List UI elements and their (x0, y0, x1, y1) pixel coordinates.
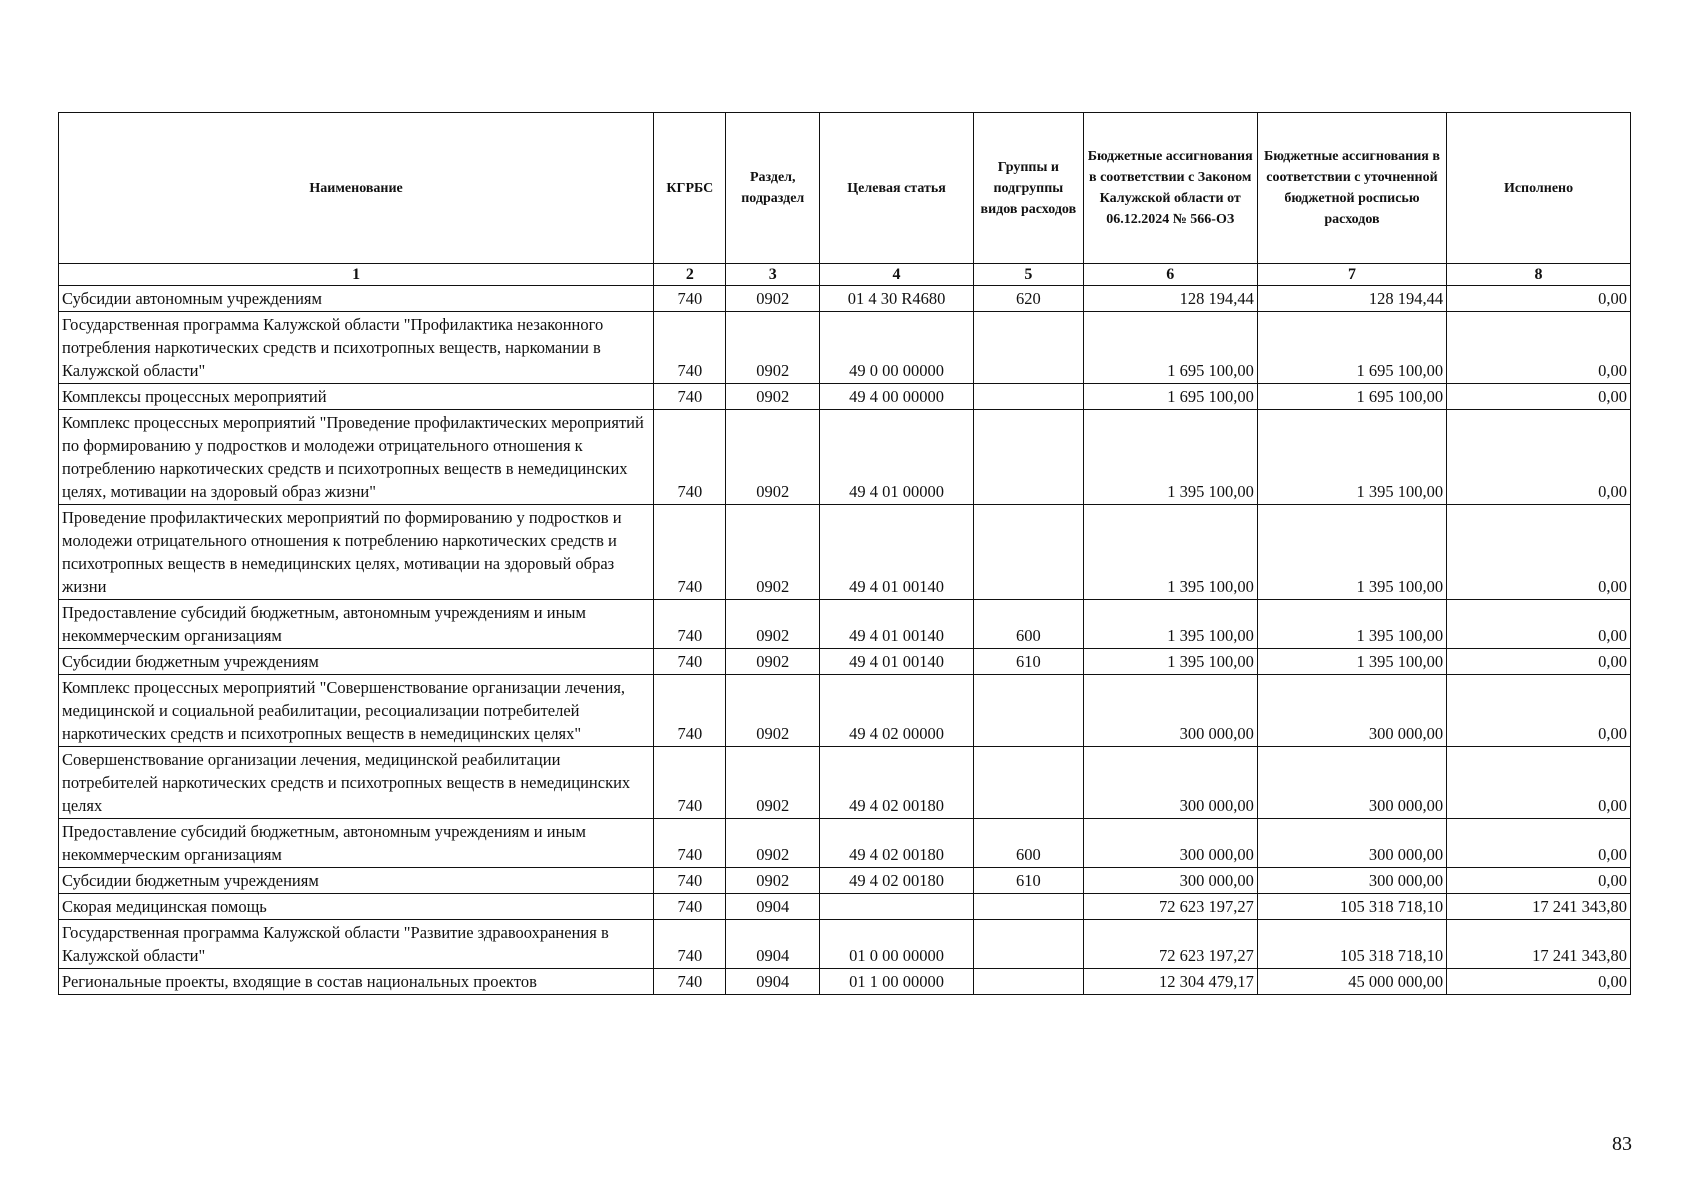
table-row (59, 675, 1631, 747)
row-name: Предоставление субсидий бюджетным, автономным учреждениям и иным некоммерческим организациям (59, 819, 654, 868)
row-name: Комплекс процессных мероприятий "Проведение профилактических мероприятий по формированию у подростков и молодежи отрицательного отношения к потреблению наркотических средств и психотропных веществ в немедицинских целях, мотивации на здоровый образ жизни" (59, 410, 654, 505)
header-executed: Исполнено (1447, 113, 1631, 264)
header-kgrbs: КГРБС (654, 113, 726, 264)
column-number: 7 (1257, 264, 1446, 286)
row-executed: 0,00 (1447, 505, 1631, 600)
budget-table (58, 112, 1631, 995)
row-executed: 0,00 (1447, 600, 1631, 649)
column-number: 1 (59, 264, 654, 286)
header-target: Целевая статья (820, 113, 974, 264)
table-row (59, 747, 1631, 819)
table-row (59, 920, 1631, 969)
row-section: 0904 (726, 894, 820, 920)
column-number: 6 (1083, 264, 1257, 286)
row-executed: 0,00 (1447, 675, 1631, 747)
row-kgrbs: 740 (654, 819, 726, 868)
row-kgrbs: 740 (654, 920, 726, 969)
row-target: 49 4 02 00180 (820, 868, 974, 894)
row-section: 0904 (726, 969, 820, 995)
row-law: 300 000,00 (1083, 747, 1257, 819)
header-groups: Группы и подгруппы видов расходов (974, 113, 1083, 264)
row-name: Субсидии автономным учреждениям (59, 286, 654, 312)
row-refined: 300 000,00 (1257, 868, 1446, 894)
row-section: 0902 (726, 410, 820, 505)
row-name: Государственная программа Калужской области "Профилактика незаконного потребления наркотических средств и психотропных веществ, наркомании в Калужской области" (59, 312, 654, 384)
header-law: Бюджетные ассигнования в соответствии с Законом Калужской области от 06.12.2024 № 566-ОЗ (1083, 113, 1257, 264)
row-law: 1 395 100,00 (1083, 600, 1257, 649)
row-name: Совершенствование организации лечения, медицинской реабилитации потребителей наркотических средств и психотропных веществ в немедицинских целях (59, 747, 654, 819)
table-row (59, 505, 1631, 600)
row-executed: 0,00 (1447, 384, 1631, 410)
row-kgrbs: 740 (654, 286, 726, 312)
table-row (59, 969, 1631, 995)
row-section: 0902 (726, 747, 820, 819)
row-kgrbs: 740 (654, 384, 726, 410)
row-section: 0902 (726, 312, 820, 384)
table-row (59, 868, 1631, 894)
row-kgrbs: 740 (654, 600, 726, 649)
row-group (974, 384, 1083, 410)
table-row (59, 410, 1631, 505)
table-row (59, 312, 1631, 384)
table-row (59, 384, 1631, 410)
row-section: 0902 (726, 675, 820, 747)
row-kgrbs: 740 (654, 675, 726, 747)
page-number: 83 (1612, 1133, 1632, 1155)
row-name: Проведение профилактических мероприятий по формированию у подростков и молодежи отрицательного отношения к потреблению наркотических средств и психотропных веществ в немедицинских целях, мотивации на здоровый образ жизни (59, 505, 654, 600)
row-refined: 45 000 000,00 (1257, 969, 1446, 995)
row-section: 0902 (726, 384, 820, 410)
row-executed: 0,00 (1447, 312, 1631, 384)
row-group (974, 312, 1083, 384)
row-refined: 105 318 718,10 (1257, 920, 1446, 969)
row-kgrbs: 740 (654, 969, 726, 995)
row-name: Государственная программа Калужской области "Развитие здравоохранения в Калужской области" (59, 920, 654, 969)
table-row (59, 819, 1631, 868)
row-law: 300 000,00 (1083, 819, 1257, 868)
row-group (974, 894, 1083, 920)
row-kgrbs: 740 (654, 312, 726, 384)
row-section: 0902 (726, 868, 820, 894)
row-law: 300 000,00 (1083, 868, 1257, 894)
row-name: Предоставление субсидий бюджетным, автономным учреждениям и иным некоммерческим организациям (59, 600, 654, 649)
row-group (974, 410, 1083, 505)
row-group (974, 675, 1083, 747)
row-section: 0902 (726, 819, 820, 868)
row-section: 0902 (726, 649, 820, 675)
budget-report (58, 112, 1631, 995)
row-target: 01 4 30 R4680 (820, 286, 974, 312)
row-section: 0902 (726, 286, 820, 312)
row-executed: 0,00 (1447, 649, 1631, 675)
row-group: 600 (974, 819, 1083, 868)
column-number: 8 (1447, 264, 1631, 286)
row-name: Скорая медицинская помощь (59, 894, 654, 920)
row-refined: 1 395 100,00 (1257, 505, 1446, 600)
table-row (59, 600, 1631, 649)
row-executed: 0,00 (1447, 969, 1631, 995)
row-name: Региональные проекты, входящие в состав национальных проектов (59, 969, 654, 995)
row-group (974, 747, 1083, 819)
row-target (820, 894, 974, 920)
row-law: 1 695 100,00 (1083, 312, 1257, 384)
row-section: 0904 (726, 920, 820, 969)
row-group: 610 (974, 649, 1083, 675)
row-executed: 0,00 (1447, 868, 1631, 894)
column-number-row (59, 264, 1631, 286)
row-refined: 1 395 100,00 (1257, 649, 1446, 675)
row-law: 300 000,00 (1083, 675, 1257, 747)
row-target: 01 1 00 00000 (820, 969, 974, 995)
row-refined: 1 695 100,00 (1257, 312, 1446, 384)
row-law: 128 194,44 (1083, 286, 1257, 312)
row-law: 1 395 100,00 (1083, 649, 1257, 675)
row-target: 49 4 02 00180 (820, 747, 974, 819)
row-target: 49 4 00 00000 (820, 384, 974, 410)
row-group: 610 (974, 868, 1083, 894)
row-section: 0902 (726, 505, 820, 600)
column-number: 2 (654, 264, 726, 286)
column-number: 5 (974, 264, 1083, 286)
row-target: 49 0 00 00000 (820, 312, 974, 384)
row-name: Комплекс процессных мероприятий "Совершенствование организации лечения, медицинской и социальной реабилитации, ресоциализации потребителей наркотических средств и психотропных веществ в немедицинских целях" (59, 675, 654, 747)
row-law: 72 623 197,27 (1083, 894, 1257, 920)
row-kgrbs: 740 (654, 894, 726, 920)
row-law: 1 695 100,00 (1083, 384, 1257, 410)
row-group: 620 (974, 286, 1083, 312)
row-target: 49 4 01 00140 (820, 505, 974, 600)
row-name: Комплексы процессных мероприятий (59, 384, 654, 410)
row-law: 12 304 479,17 (1083, 969, 1257, 995)
row-executed: 17 241 343,80 (1447, 920, 1631, 969)
row-refined: 300 000,00 (1257, 747, 1446, 819)
row-refined: 1 695 100,00 (1257, 384, 1446, 410)
row-kgrbs: 740 (654, 410, 726, 505)
row-executed: 0,00 (1447, 819, 1631, 868)
row-refined: 105 318 718,10 (1257, 894, 1446, 920)
row-kgrbs: 740 (654, 747, 726, 819)
row-law: 72 623 197,27 (1083, 920, 1257, 969)
row-executed: 0,00 (1447, 747, 1631, 819)
row-law: 1 395 100,00 (1083, 505, 1257, 600)
row-refined: 1 395 100,00 (1257, 600, 1446, 649)
column-number: 3 (726, 264, 820, 286)
row-refined: 300 000,00 (1257, 819, 1446, 868)
row-group: 600 (974, 600, 1083, 649)
header-refined: Бюджетные ассигнования в соответствии с уточненной бюджетной росписью расходов (1257, 113, 1446, 264)
row-section: 0902 (726, 600, 820, 649)
row-target: 01 0 00 00000 (820, 920, 974, 969)
row-group (974, 969, 1083, 995)
row-kgrbs: 740 (654, 505, 726, 600)
row-target: 49 4 02 00180 (820, 819, 974, 868)
row-target: 49 4 01 00140 (820, 600, 974, 649)
table-row (59, 894, 1631, 920)
table-row (59, 649, 1631, 675)
row-refined: 128 194,44 (1257, 286, 1446, 312)
table-row (59, 286, 1631, 312)
row-kgrbs: 740 (654, 868, 726, 894)
header-section: Раздел, подраздел (726, 113, 820, 264)
row-target: 49 4 01 00140 (820, 649, 974, 675)
row-executed: 0,00 (1447, 286, 1631, 312)
row-group (974, 920, 1083, 969)
row-target: 49 4 01 00000 (820, 410, 974, 505)
column-number: 4 (820, 264, 974, 286)
row-kgrbs: 740 (654, 649, 726, 675)
row-law: 1 395 100,00 (1083, 410, 1257, 505)
row-refined: 1 395 100,00 (1257, 410, 1446, 505)
row-name: Субсидии бюджетным учреждениям (59, 649, 654, 675)
row-executed: 0,00 (1447, 410, 1631, 505)
row-group (974, 505, 1083, 600)
header-row (59, 113, 1631, 264)
header-name: Наименование (59, 113, 654, 264)
row-target: 49 4 02 00000 (820, 675, 974, 747)
row-name: Субсидии бюджетным учреждениям (59, 868, 654, 894)
row-executed: 17 241 343,80 (1447, 894, 1631, 920)
row-refined: 300 000,00 (1257, 675, 1446, 747)
